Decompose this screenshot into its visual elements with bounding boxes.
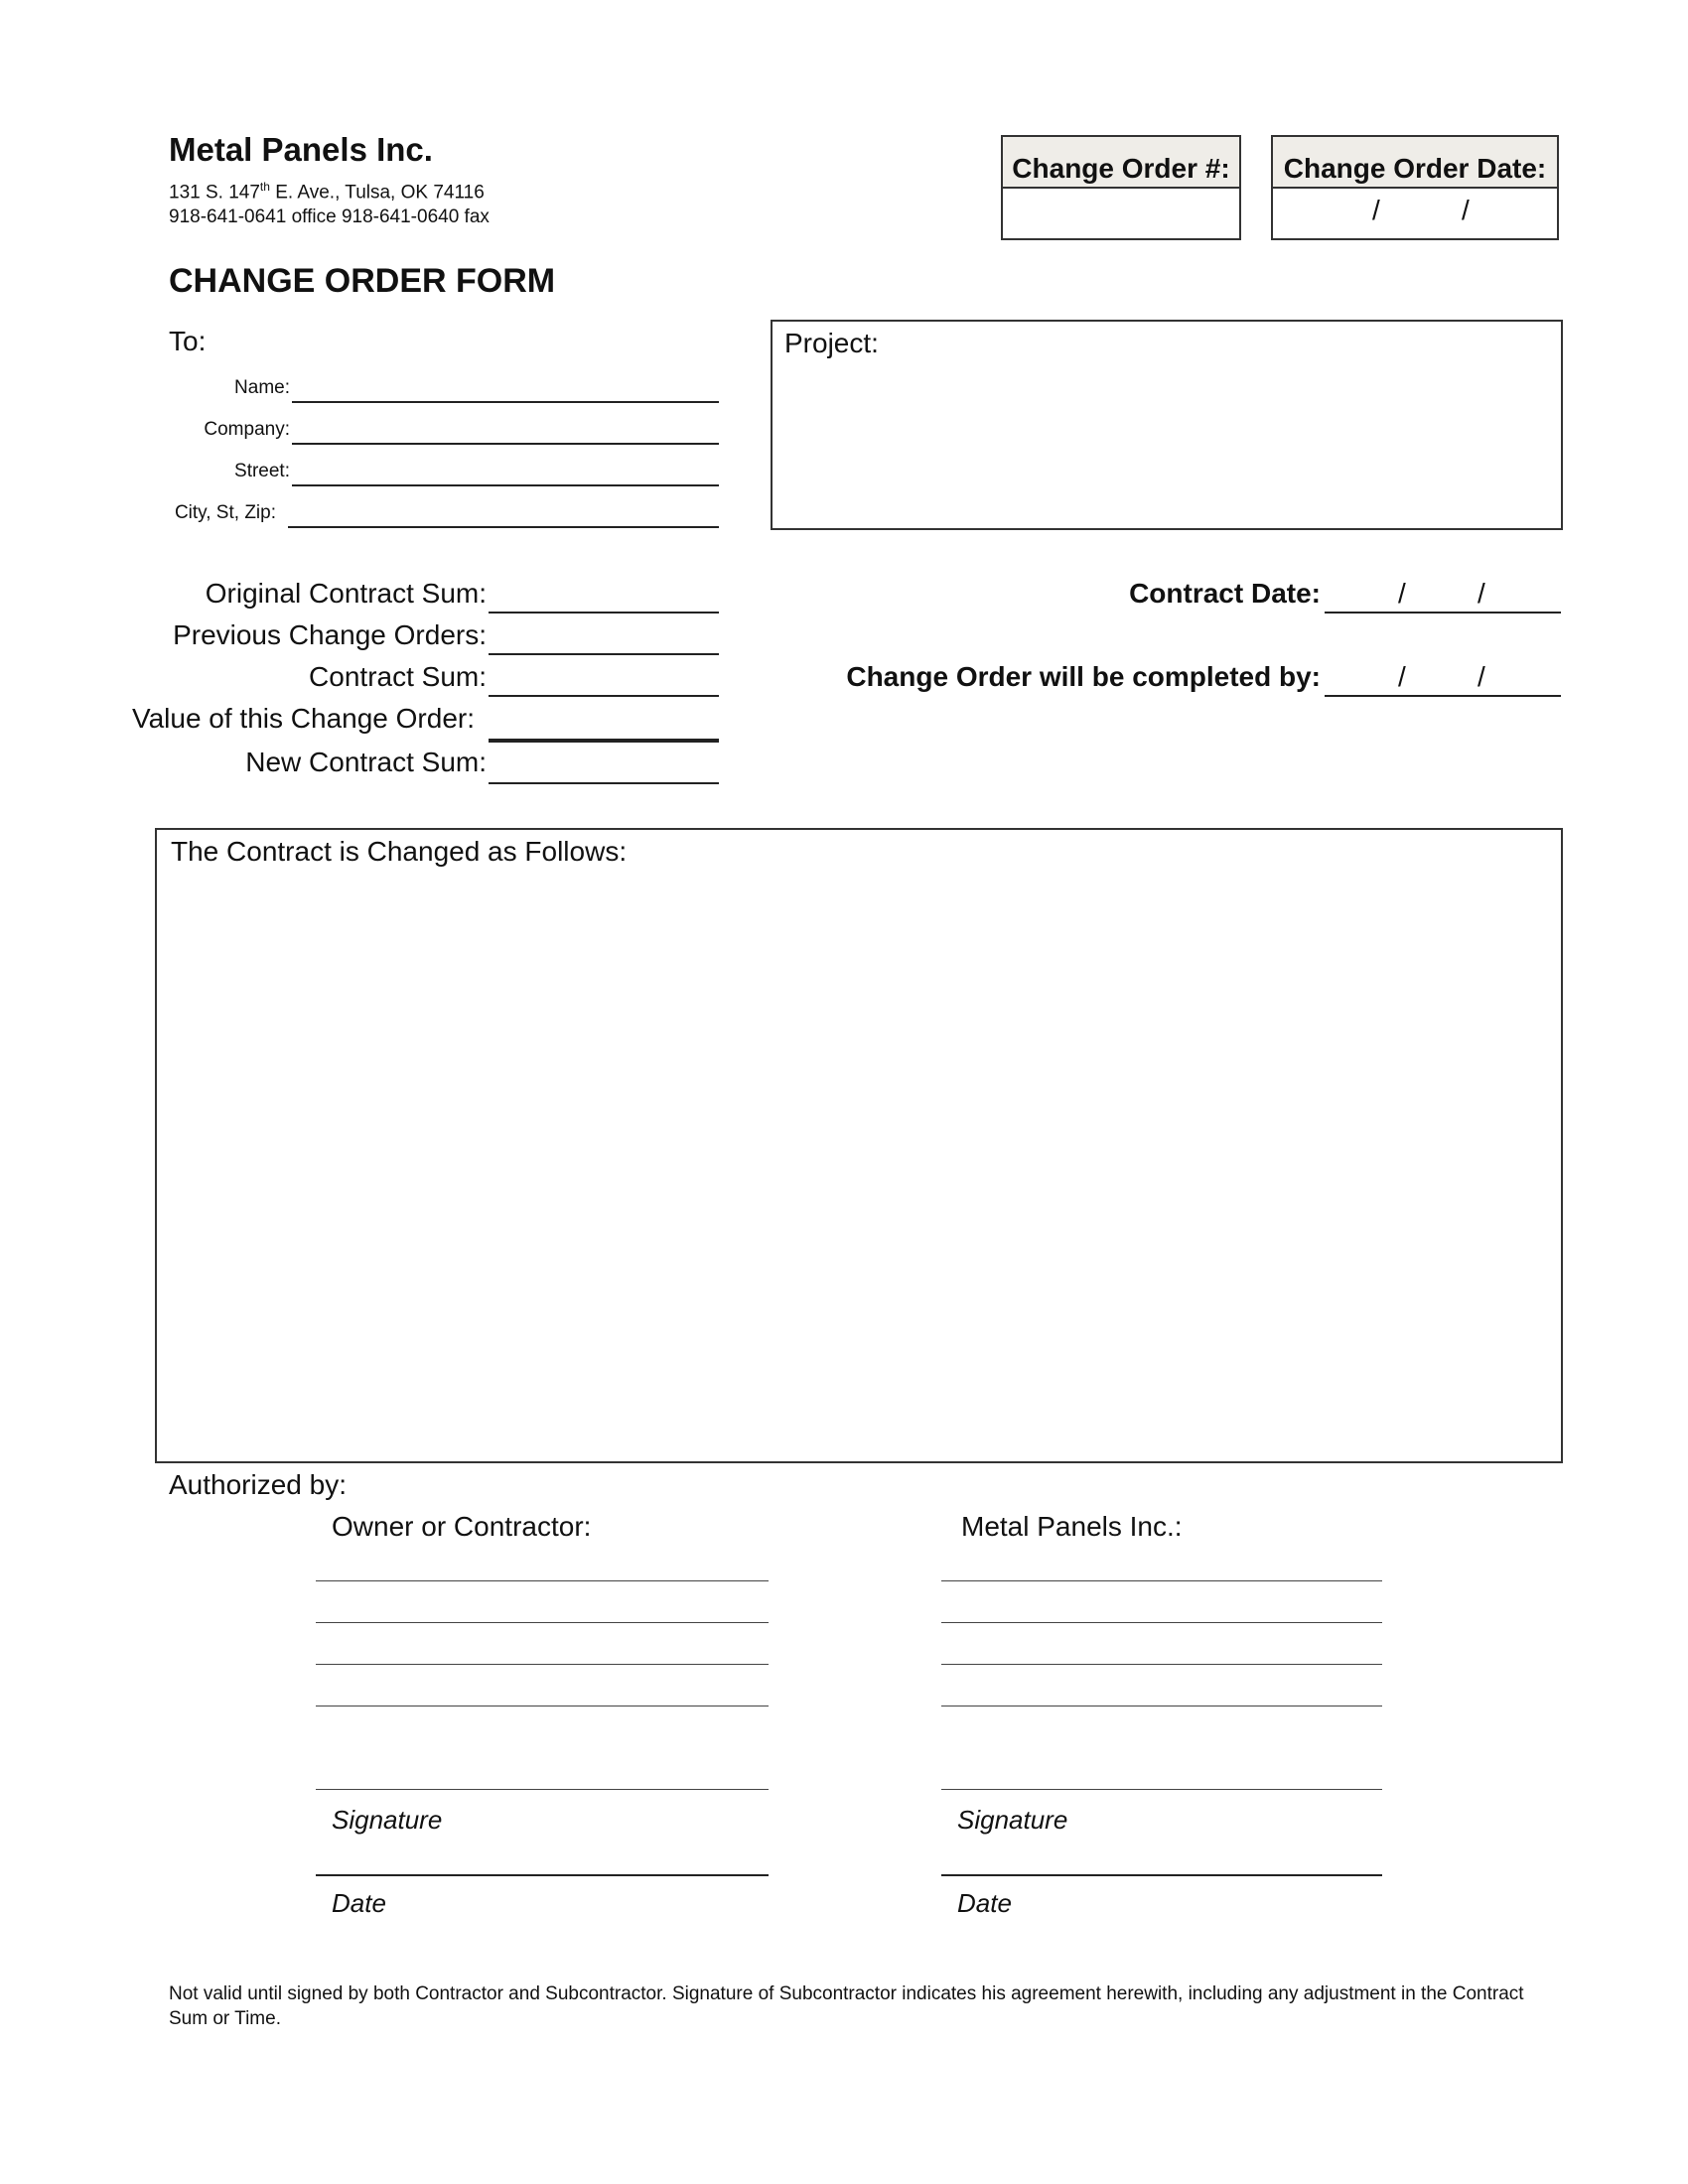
date-slash: / bbox=[1398, 661, 1406, 692]
owner-signature-line[interactable] bbox=[316, 1789, 769, 1790]
street-field[interactable] bbox=[292, 484, 719, 486]
company-label: Company: bbox=[204, 419, 290, 440]
owner-info-line[interactable] bbox=[316, 1664, 769, 1665]
project-label: Project: bbox=[784, 328, 879, 358]
changes-box[interactable] bbox=[155, 828, 1563, 1463]
date-slash: / bbox=[1372, 195, 1380, 225]
company-date-label: Date bbox=[957, 1888, 1012, 1918]
change-order-date-field[interactable] bbox=[1273, 189, 1557, 238]
date-slash: / bbox=[1477, 578, 1485, 609]
value-of-change-order-field[interactable] bbox=[489, 739, 719, 743]
address-superscript: th bbox=[259, 180, 270, 194]
date-slash: / bbox=[1477, 661, 1485, 692]
new-contract-sum-field[interactable] bbox=[489, 782, 719, 784]
metal-panels-label: Metal Panels Inc.: bbox=[961, 1511, 1183, 1542]
contract-date-field[interactable] bbox=[1325, 612, 1561, 614]
address-prefix: 131 S. 147 bbox=[169, 182, 260, 204]
change-order-date-label: Change Order Date: bbox=[1273, 137, 1557, 189]
address-suffix: E. Ave., Tulsa, OK 74116 bbox=[269, 182, 485, 204]
company-address bbox=[169, 175, 490, 229]
owner-info-line[interactable] bbox=[316, 1622, 769, 1623]
owner-date-line[interactable] bbox=[316, 1874, 769, 1876]
previous-change-orders-label: Previous Change Orders: bbox=[173, 619, 487, 650]
form-title: CHANGE ORDER FORM bbox=[169, 262, 556, 300]
value-of-change-order-label: Value of this Change Order: bbox=[131, 703, 475, 734]
owner-date-label: Date bbox=[332, 1888, 386, 1918]
date-slash: / bbox=[1398, 578, 1406, 609]
original-contract-sum-field[interactable] bbox=[489, 612, 719, 614]
change-order-number-box bbox=[1001, 135, 1241, 240]
contract-sum-label: Contract Sum: bbox=[309, 661, 487, 692]
changes-label: The Contract is Changed as Follows: bbox=[171, 836, 628, 867]
company-info-line[interactable] bbox=[941, 1664, 1382, 1665]
completed-by-label: Change Order will be completed by: bbox=[846, 661, 1321, 692]
company-date-line[interactable] bbox=[941, 1874, 1382, 1876]
city-state-zip-field[interactable] bbox=[288, 526, 719, 528]
change-order-number-field[interactable] bbox=[1003, 189, 1239, 238]
company-info-line[interactable] bbox=[941, 1580, 1382, 1581]
new-contract-sum-label: New Contract Sum: bbox=[245, 747, 487, 777]
phone-line: 918-641-0641 office 918-641-0640 fax bbox=[169, 206, 490, 228]
name-label: Name: bbox=[234, 377, 290, 398]
company-signature-line[interactable] bbox=[941, 1789, 1382, 1790]
completed-by-date-field[interactable] bbox=[1325, 695, 1561, 697]
street-label: Street: bbox=[234, 461, 290, 481]
change-order-date-box bbox=[1271, 135, 1559, 240]
company-name: Metal Panels Inc. bbox=[169, 131, 433, 168]
date-slash: / bbox=[1462, 195, 1470, 225]
company-field[interactable] bbox=[292, 443, 719, 445]
footer-disclaimer: Not valid until signed by both Contractor and Subcontractor. Signature of Subcontractor indicates his agreement herewith, including any adjustment in the Contract Sum or Time. bbox=[169, 1983, 1524, 2029]
original-contract-sum-label: Original Contract Sum: bbox=[205, 578, 487, 609]
address-line bbox=[169, 175, 490, 205]
contract-date-label: Contract Date: bbox=[1129, 578, 1321, 609]
owner-signature-label: Signature bbox=[332, 1805, 443, 1835]
city-state-zip-label: City, St, Zip: bbox=[174, 502, 276, 523]
owner-info-line[interactable] bbox=[316, 1580, 769, 1581]
previous-change-orders-field[interactable] bbox=[489, 653, 719, 655]
contract-sum-field[interactable] bbox=[489, 695, 719, 697]
project-box[interactable] bbox=[771, 320, 1563, 530]
owner-contractor-label: Owner or Contractor: bbox=[332, 1511, 592, 1542]
name-field[interactable] bbox=[292, 401, 719, 403]
to-label: To: bbox=[169, 326, 207, 356]
authorized-by-label: Authorized by: bbox=[169, 1469, 347, 1500]
company-info-line[interactable] bbox=[941, 1622, 1382, 1623]
change-order-number-label: Change Order #: bbox=[1003, 137, 1239, 189]
company-signature-label: Signature bbox=[957, 1805, 1068, 1835]
